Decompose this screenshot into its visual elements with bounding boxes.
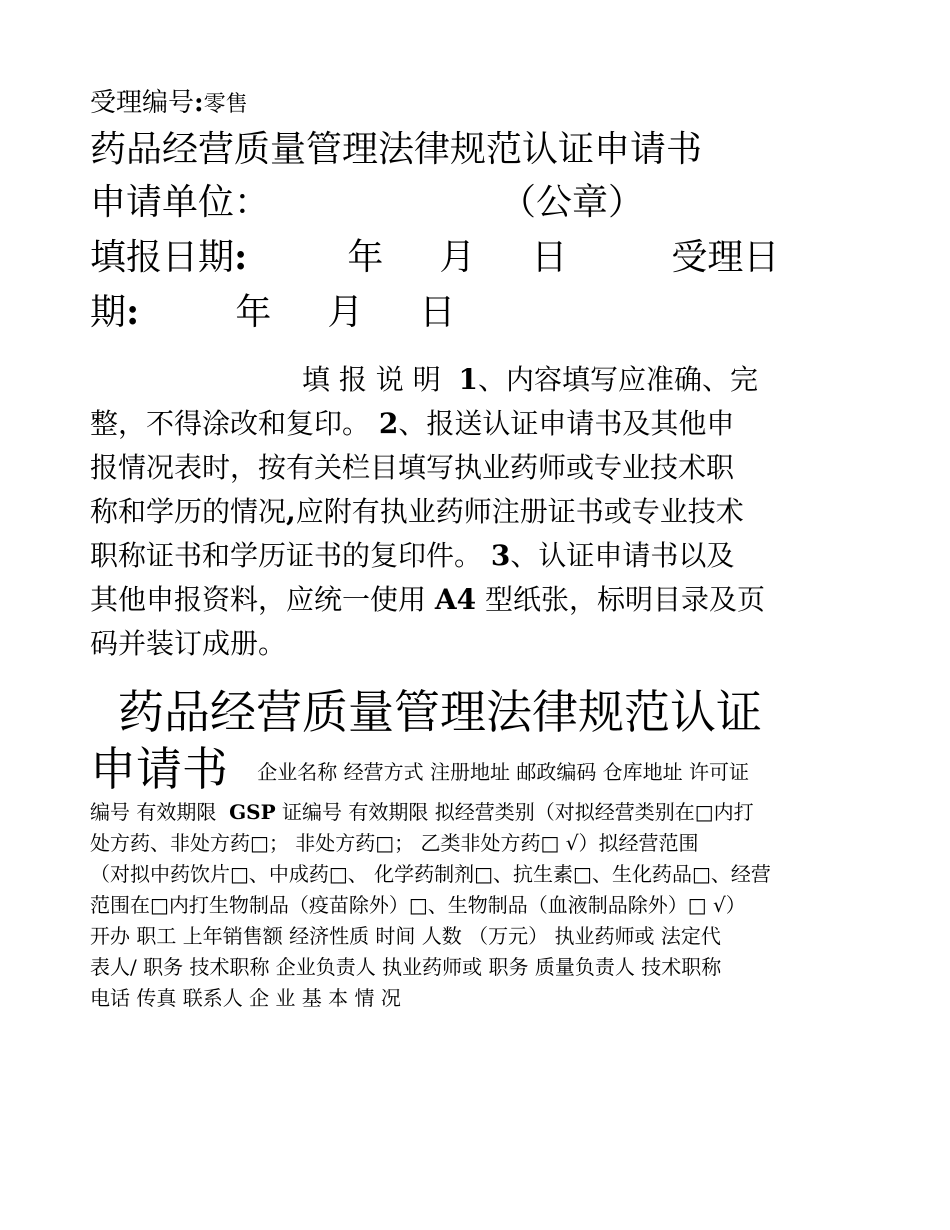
form-fields-line-3: 处方药、非处方药□； 非处方药□； 乙类非处方药□ √）拟经营范围 [90, 831, 699, 855]
section-title-cont [90, 744, 860, 797]
instruction-2-text-cont2: 称和学历的情况 [90, 495, 287, 528]
applicant-label: 申请单位： [90, 182, 271, 223]
acceptance-number-colon: : [194, 88, 204, 118]
instruction-number-2: 2 [378, 407, 399, 440]
enterprise-info-fields [90, 797, 860, 1014]
instruction-2-text-cont3: 应附有执业药师注册证书或专业技术 [295, 495, 744, 528]
fill-date-year: 年 [347, 237, 384, 278]
instruction-3-text: 、认证申请书以及 [510, 539, 735, 572]
instruction-2-comma: , [286, 495, 296, 528]
section-title: 药品经营质量管理法律规范认证 [118, 685, 762, 739]
instruction-3-text-cont: 其他申报资料，应统一使用 [90, 583, 427, 616]
form-fields-line-6: 开办 职工 上年销售额 经济性质 时间 人数 （万元） 执业药师或 法定代 [90, 924, 721, 948]
instruction-number-1: 1 [458, 363, 478, 396]
fill-date-line [90, 230, 860, 285]
form-fields-line-4: （对拟中药饮片□、中成药□、 化学药制剂□、抗生素□、生化药品□、经营 [90, 862, 771, 886]
seal-label: （公章） [500, 182, 645, 223]
instruction-1-text: 、内容填写应准确、完 [478, 363, 759, 396]
paper-size: A4 [434, 583, 477, 616]
accept-date-year: 年 [235, 292, 272, 333]
form-fields-line-2: 编号 有效期限 [90, 800, 217, 824]
document-title: 药品经营质量管理法律规范认证申请书 [90, 129, 703, 170]
section-title-line2: 申请书 [90, 742, 228, 796]
accept-date-label-cont: 期 [90, 292, 127, 333]
gsp-label: GSP [229, 800, 276, 824]
instruction-number-3: 3 [490, 539, 511, 572]
document-page [90, 84, 860, 1014]
form-fields-line-1: 企业名称 经营方式 注册地址 邮政编码 仓库地址 许可证 [257, 760, 750, 784]
form-fields-line-8: 电话 传真 联系人 企 业 基 本 情 况 [90, 986, 401, 1010]
accept-date-line [90, 285, 860, 340]
instruction-2-text: 、报送认证申请书及其他申 [398, 407, 735, 440]
accept-date-day: 日 [419, 292, 456, 333]
instruction-1-text-cont: 整，不得涂改和复印。 [90, 407, 371, 440]
fill-date-label: 填报日期 [90, 237, 235, 278]
instruction-3-text-cont3: 码并装订成册。 [90, 627, 287, 660]
applicant-line [90, 176, 860, 230]
instruction-2-text-cont: 报情况表时，按有关栏目填写执业药师或专业技术职 [90, 451, 735, 484]
acceptance-number-value: 零售 [203, 92, 248, 117]
fill-date-day: 日 [531, 237, 568, 278]
form-fields-line-2-cont: 证编号 有效期限 拟经营类别（对拟经营类别在□内打 [282, 800, 754, 824]
instructions-heading: 填 报 说 明 [302, 363, 441, 396]
acceptance-number-label: 受理编号 [90, 88, 195, 118]
fill-date-month: 月 [439, 237, 476, 278]
fill-date-colon: : [234, 236, 248, 278]
instruction-2-text-cont4: 职称证书和学历证书的复印件。 [90, 539, 483, 572]
form-fields-line-7: 表人/ 职务 技术职称 企业负责人 执业药师或 职务 质量负责人 技术职称 [90, 955, 722, 979]
accept-date-label: 受理日 [671, 237, 780, 278]
instruction-3-text-cont2: 型纸张，标明目录及页 [485, 583, 766, 616]
accept-date-month: 月 [327, 292, 364, 333]
filling-instructions [90, 358, 860, 666]
acceptance-number-line [90, 84, 860, 124]
form-fields-line-5: 范围在□内打生物制品（疫苗除外）□、生物制品（血液制品除外）□ √） [90, 893, 746, 917]
accept-date-colon: : [126, 291, 140, 333]
